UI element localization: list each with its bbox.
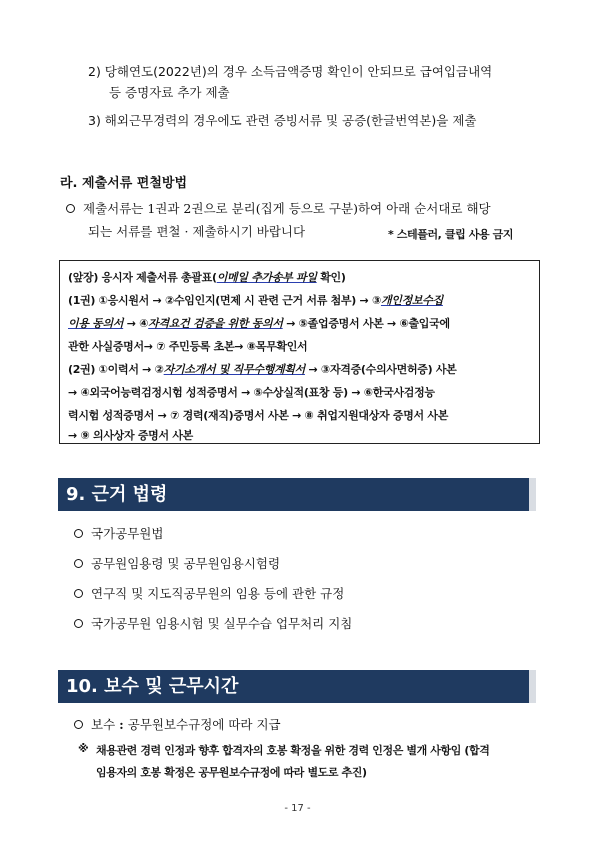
section-9-header: 9. 근거 법령 bbox=[58, 478, 536, 511]
page-number: - 17 - bbox=[284, 803, 311, 814]
salary-item: 보수 : 공무원보수규정에 따라 지급 bbox=[74, 715, 281, 733]
law-item: 공무원임용령 및 공무원임용시험령 bbox=[74, 554, 280, 572]
reference-mark: ※ bbox=[78, 742, 89, 755]
box-line-3: 이용 동의서 → ④자격요건 검증을 위한 동의서 → ⑤졸업증명서 사본 → ⑥출입국에 bbox=[68, 317, 450, 330]
box-line-1: (앞장) 응시자 제출서류 총괄표(이메일 추가송부 파일 확인) bbox=[68, 271, 346, 284]
law-item: 연구직 및 지도직공무원의 임용 등에 관한 규정 bbox=[74, 584, 344, 602]
box-line-5: (2권) ①이력서 → ②자기소개서 및 직무수행계획서 → ③자격증(수의사면허증) 사본 bbox=[68, 363, 457, 376]
hollow-circle-bullet-icon bbox=[74, 720, 83, 729]
staple-note: * 스테플러, 클립 사용 금지 bbox=[388, 228, 514, 241]
law-item: 국가공무원 임용시험 및 실무수습 업무처리 지침 bbox=[74, 614, 352, 632]
box-line-7: 력시험 성적증명서 → ⑦ 경력(재직)증명서 사본 → ⑧ 취업지원대상자 증명서 사본 bbox=[68, 409, 449, 422]
hollow-circle-bullet-icon bbox=[74, 559, 83, 568]
salary-note-line1: 채용관련 경력 인정과 향후 합격자의 호봉 확정을 위한 경력 인정은 별개 사항임 (합격 bbox=[96, 744, 490, 757]
item-3-line1: 3) 해외근무경력의 경우에도 관련 증빙서류 및 공증(한글번역본)을 제출 bbox=[88, 113, 477, 128]
submission-order-box bbox=[59, 260, 540, 444]
subsection-bullet-line2: 되는 서류를 편철 · 제출하시기 바랍니다 bbox=[88, 224, 306, 239]
hollow-circle-bullet-icon bbox=[66, 204, 75, 213]
hollow-circle-bullet-icon bbox=[74, 589, 83, 598]
box-line-2: (1권) ①응시원서 → ②수임인지(면제 시 관련 근거 서류 첨부) → ③개인정보수집 bbox=[68, 294, 443, 307]
section-10-header: 10. 보수 및 근무시간 bbox=[58, 670, 536, 703]
box-line-8: → ⑨ 의사상자 증명서 사본 bbox=[68, 429, 193, 442]
box-line-4: 관한 사실증명서→ ⑦ 주민등록 초본→ ⑧목무확인서 bbox=[68, 340, 308, 353]
box-line-6: → ④외국어능력검정시험 성적증명서 → ⑤수상실적(표창 등) → ⑥한국사검정능 bbox=[68, 386, 435, 399]
item-2-line2: 등 증명자료 추가 제출 bbox=[109, 85, 230, 100]
hollow-circle-bullet-icon bbox=[74, 619, 83, 628]
subsection-bullet-line1: 제출서류는 1권과 2권으로 분리(집게 등으로 구분)하여 아래 순서대로 해당 bbox=[66, 199, 491, 217]
hollow-circle-bullet-icon bbox=[74, 529, 83, 538]
subsection-title: 라. 제출서류 편철방법 bbox=[60, 176, 188, 191]
salary-note-line2: 임용자의 호봉 확정은 공무원보수규정에 따라 별도로 추진) bbox=[96, 766, 367, 779]
law-item: 국가공무원법 bbox=[74, 524, 163, 542]
item-2-line1: 2) 당해연도(2022년)의 경우 소득금액증명 확인이 안되므로 급여입금내역 bbox=[88, 64, 493, 79]
